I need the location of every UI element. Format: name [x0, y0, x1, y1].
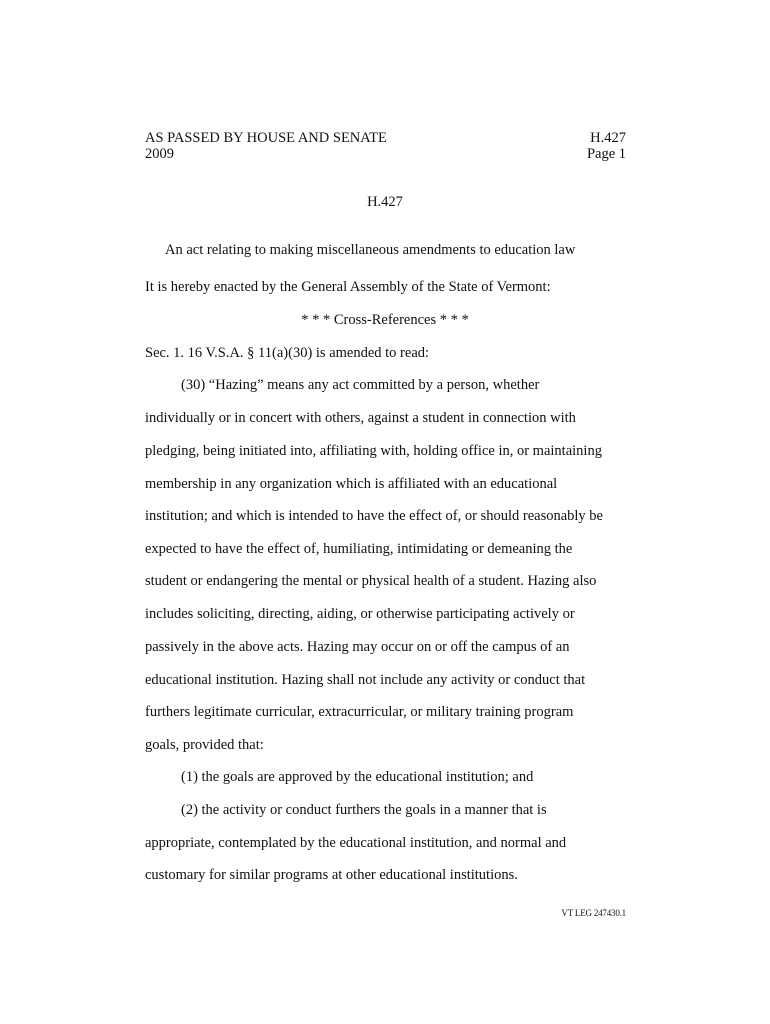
- body-line: educational institution. Hazing shall not include any activity or conduct that: [145, 672, 586, 688]
- body-line: includes soliciting, directing, aiding, or otherwise participating actively or: [145, 606, 575, 622]
- body-line: expected to have the effect of, humiliating, intimidating or demeaning the: [145, 541, 573, 557]
- section-1-intro: Sec. 1. 16 V.S.A. § 11(a)(30) is amended to read:: [145, 345, 430, 361]
- body-line: (2) the activity or conduct furthers the goals in a manner that is: [181, 802, 547, 818]
- body-line: goals, provided that:: [145, 737, 264, 753]
- bill-title-number: H.427: [367, 194, 403, 210]
- header-year: 2009: [145, 146, 174, 162]
- body-line: membership in any organization which is affiliated with an educational: [145, 476, 558, 492]
- enacting-clause: It is hereby enacted by the General Assembly of the State of Vermont:: [145, 279, 551, 295]
- body-line: student or endangering the mental or physical health of a student. Hazing also: [145, 573, 597, 589]
- act-title: An act relating to making miscellaneous amendments to education law: [165, 242, 576, 258]
- header-status-line: AS PASSED BY HOUSE AND SENATE: [145, 130, 387, 146]
- footer-code: VT LEG 247430.1: [561, 908, 626, 918]
- header-page-label: Page 1: [586, 146, 626, 162]
- body-line: pledging, being initiated into, affiliating with, holding office in, or maintaining: [145, 443, 602, 459]
- body-line: customary for similar programs at other educational institutions.: [145, 867, 518, 883]
- body-line: furthers legitimate curricular, extracurricular, or military training program: [145, 704, 574, 720]
- body-line: (30) “Hazing” means any act committed by a person, whether: [181, 377, 540, 393]
- body-line: appropriate, contemplated by the educational institution, and normal and: [145, 835, 567, 851]
- body-line: individually or in concert with others, against a student in connection with: [145, 410, 576, 426]
- header-bill-number: H.427: [590, 130, 626, 146]
- body-line: institution; and which is intended to have the effect of, or should reasonably be: [145, 508, 603, 524]
- body-line: (1) the goals are approved by the educational institution; and: [181, 769, 534, 785]
- section-heading: * * * Cross-References * * *: [301, 312, 469, 328]
- body-line: passively in the above acts. Hazing may occur on or off the campus of an: [145, 639, 570, 655]
